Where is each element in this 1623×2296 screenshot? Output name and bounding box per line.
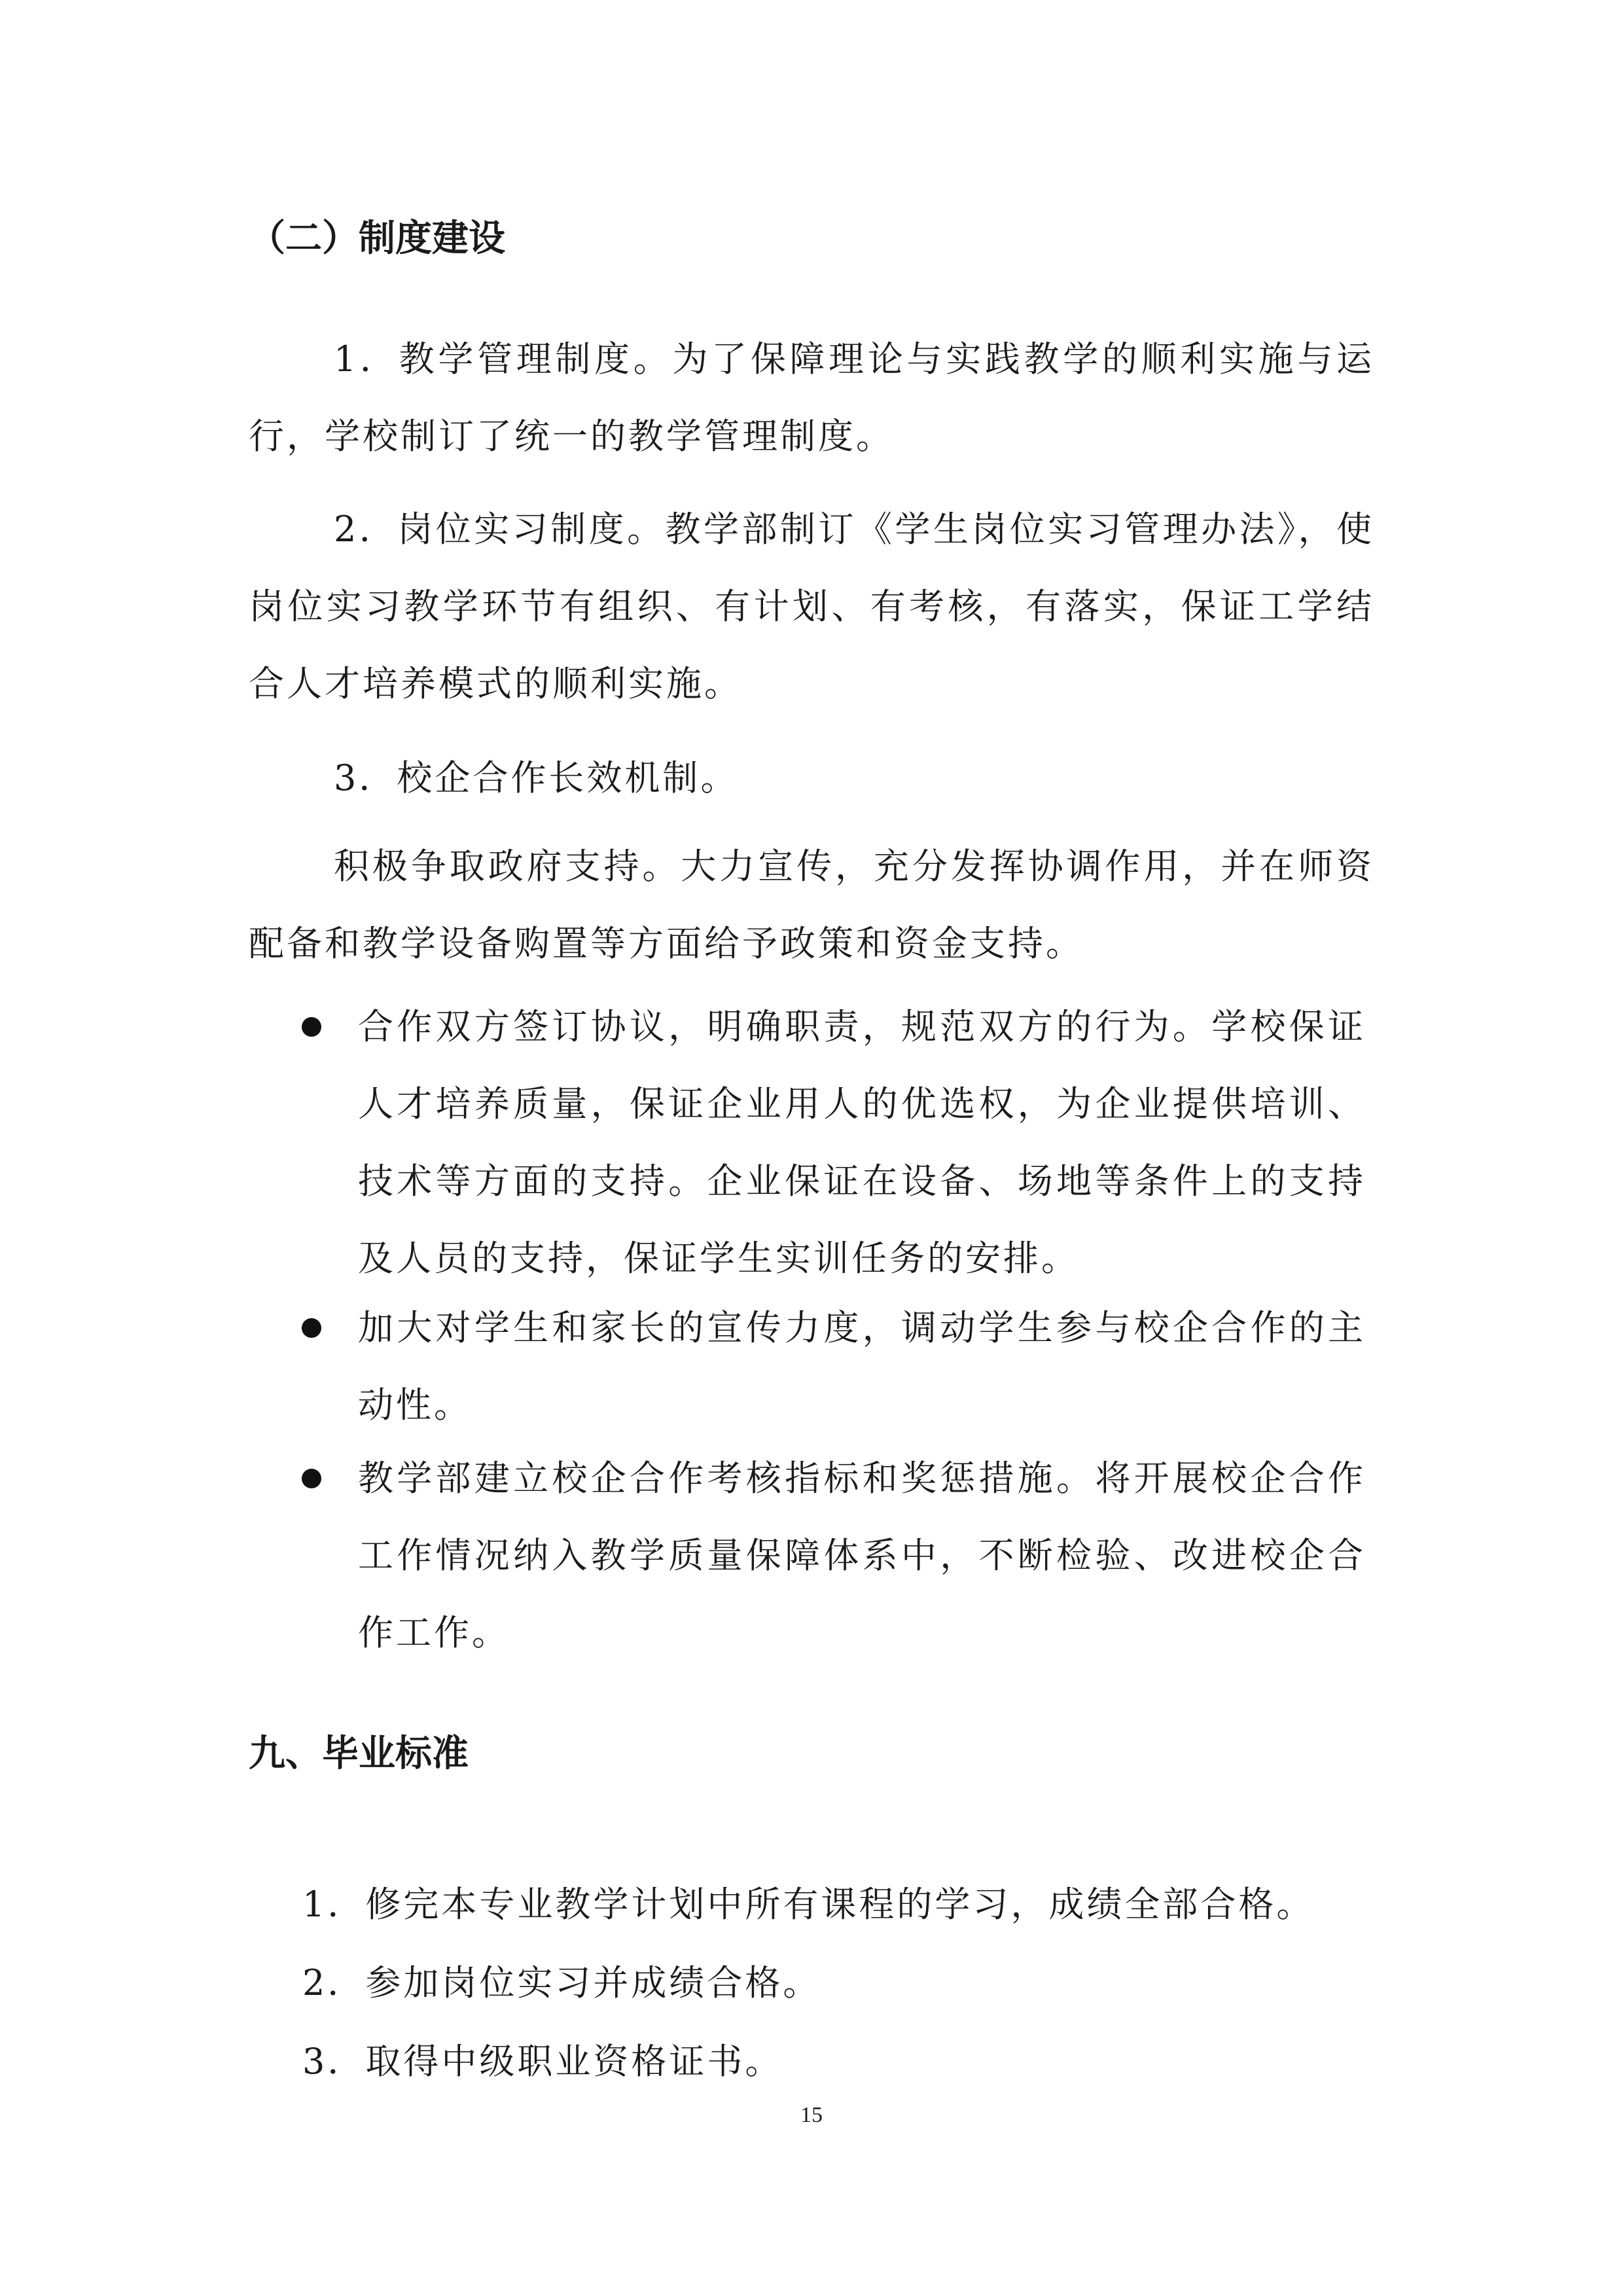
paragraph-internship-system: 2．岗位实习制度。教学部制订《学生岗位实习管理办法》，使岗位实习教学环节有组织、有计划、有考核，有落实，保证工学结合人才培养模式的顺利实施。 — [249, 509, 1374, 704]
bullet-text: 教学部建立校企合作考核指标和奖惩措施。将开展校企合作工作情况纳入教学质量保障体系中，不断检验、改进校企合作工作。 — [358, 1458, 1366, 1653]
section-heading: （二）制度建设 — [249, 217, 505, 260]
paragraph-teaching-management: 1．教学管理制度。为了保障理论与实践教学的顺利实施与运行，学校制订了统一的教学管理制度。 — [249, 338, 1374, 457]
paragraph-government-support: 积极争取政府支持。大力宣传，充分发挥协调作用，并在师资配备和教学设备购置等方面给予政策和资金支持。 — [249, 846, 1374, 964]
bullet-text: 加大对学生和家长的宣传力度，调动学生参与校企合作的主动性。 — [358, 1307, 1366, 1426]
paragraph-cooperation-mechanism: 3．校企合作长效机制。 — [334, 757, 739, 798]
bullet-dot-icon — [302, 1469, 321, 1488]
chapter-heading: 九、毕业标准 — [249, 1732, 469, 1775]
graduation-item: 3．取得中级职业资格证书。 — [302, 2041, 783, 2082]
bullet-dot-icon — [302, 1318, 321, 1338]
bullet-dot-icon — [302, 1017, 321, 1037]
page-number: 15 — [800, 2103, 823, 2127]
graduation-item: 1．修完本专业教学计划中所有课程的学习，成绩全部合格。 — [302, 1884, 1315, 1925]
graduation-item: 2．参加岗位实习并成绩合格。 — [302, 1962, 821, 2003]
bullet-text: 合作双方签订协议，明确职责，规范双方的行为。学校保证人才培养质量，保证企业用人的优选权，为企业提供培训、技术等方面的支持。企业保证在设备、场地等条件上的支持及人员的支持，保证学生实训任务的安排。 — [358, 1006, 1366, 1279]
